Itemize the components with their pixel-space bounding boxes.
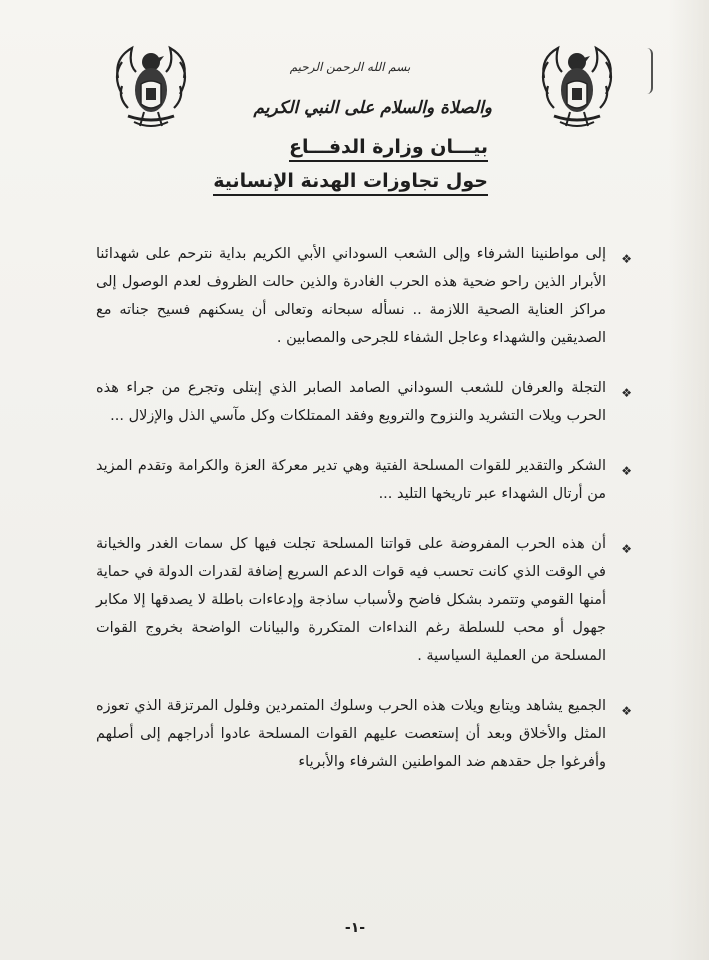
paragraph xyxy=(96,530,632,670)
salutation-line: والصلاة والسلام على النبي الكريم xyxy=(253,98,492,118)
pen-mark xyxy=(645,48,653,94)
statement-subtitle xyxy=(200,170,500,192)
basmala: بسم الله الرحمن الرحيم xyxy=(289,60,411,74)
statement-body xyxy=(96,240,632,798)
paragraph xyxy=(96,692,632,776)
diamond-bullet-icon: ❖ xyxy=(621,252,632,266)
paragraph xyxy=(96,374,632,430)
page-number: -١- xyxy=(344,920,366,936)
diamond-bullet-icon: ❖ xyxy=(621,542,632,556)
paragraph xyxy=(96,240,632,352)
sudan-emblem-icon xyxy=(534,38,620,134)
diamond-bullet-icon: ❖ xyxy=(621,704,632,718)
diamond-bullet-icon: ❖ xyxy=(621,464,632,478)
paragraph xyxy=(96,452,632,508)
sudan-emblem-icon xyxy=(108,38,194,134)
paragraph-text: أن هذه الحرب المفروضة على قواتنا المسلحة تجلت فيها كل سمات الغدر والخيانة في الوقت الذي كانت تحسب فيه قوات الدعم السريع إضافة لقدرات الدولة في حماية أمنها القومي وتتمرد بشكل فاضح ولأسباب ساذجة وإدعاءات باطلة لا يصدقها إلا مكابر جهول أو محب للسلطة رغم النداءات المتكررة والبيانات الواضحة بخروج القوات المسلحة من العملية السياسية . xyxy=(96,536,606,664)
statement-title-text: بيـــان وزارة الدفـــاع xyxy=(289,136,488,162)
statement-subtitle-text: حول تجاوزات الهدنة الإنسانية xyxy=(213,170,488,196)
paragraph-text: التجلة والعرفان للشعب السوداني الصامد الصابر الذي إبتلى وتجرع من جراء هذه الحرب ويلات التشريد والنزوح والترويع وفقد الممتلكات وكل مآسي الذل والإزلال ... xyxy=(96,380,606,424)
statement-title xyxy=(200,136,500,158)
document-header xyxy=(200,60,500,192)
paragraph-text: الشكر والتقدير للقوات المسلحة الفتية وهي تدير معركة العزة والكرامة وتقدم المزيد من أرتال الشهداء عبر تاريخها التليد ... xyxy=(96,458,606,502)
paragraph-text: إلى مواطنينا الشرفاء وإلى الشعب السوداني الأبي الكريم بداية نترحم على شهدائنا الأبرار الذين راحو ضحية هذه الحرب الغادرة والذين حالت الظروف لعدم الوصول إلى مراكز العناية الصحية اللازمة .. نسأله سبحانه وتعالى أن يسكنهم فسيح جناته مع الصديقين والشهداء وعاجل الشفاء للجرحى والمصابين . xyxy=(96,246,606,346)
diamond-bullet-icon: ❖ xyxy=(621,386,632,400)
scan-shadow xyxy=(669,0,709,960)
paragraph-text: الجميع يشاهد ويتابع ويلات هذه الحرب وسلوك المتمردين وفلول المرتزقة الذي تعوزه المثل والأخلاق وبعد أن إستعصت عليهم القوات المسلحة عادوا أدراجهم إلى أصلهم وأفرغوا جل حقدهم ضد المواطنين الشرفاء والأبرياء xyxy=(96,698,606,770)
